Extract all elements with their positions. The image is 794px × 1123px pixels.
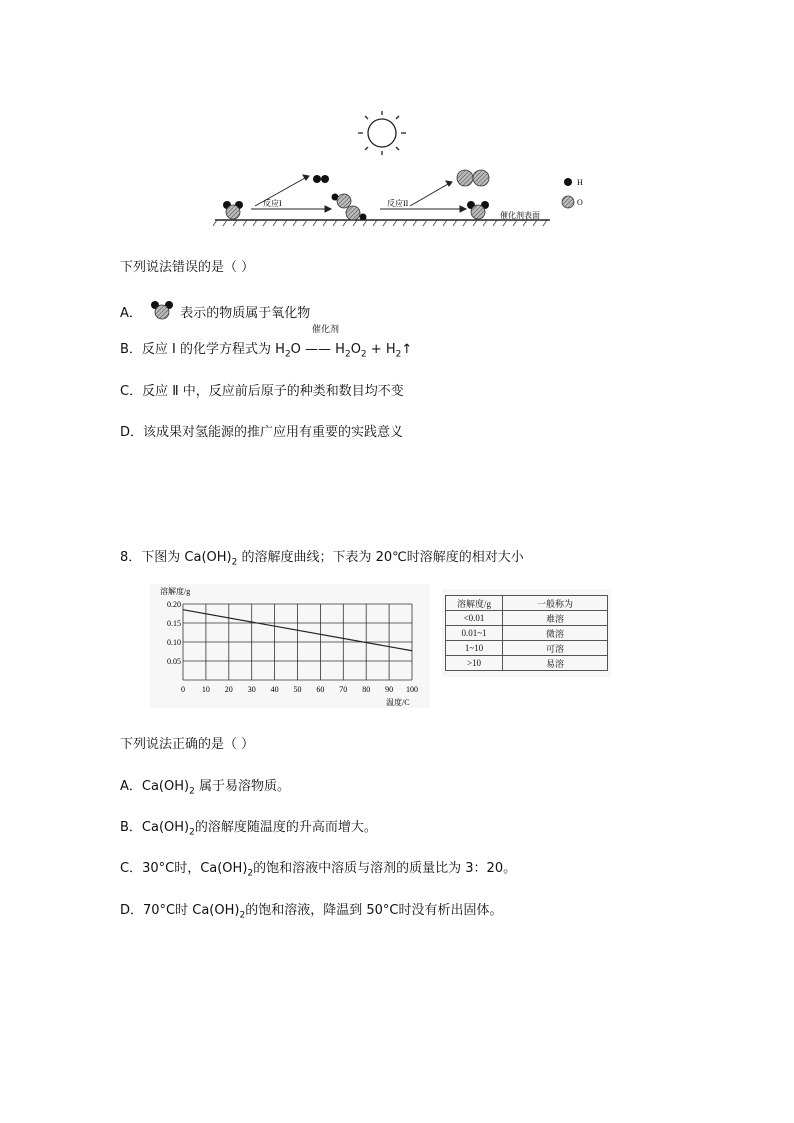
x-tick-label: 50 xyxy=(293,685,302,694)
x-tick-label: 90 xyxy=(385,685,394,694)
reaction1-label: 反应I xyxy=(263,199,282,208)
option-b-sub: 2 xyxy=(360,349,367,360)
table-header-row xyxy=(446,596,608,611)
q8-sub: 2 xyxy=(189,827,195,838)
solubility-chart xyxy=(150,584,430,708)
surface-label: 催化剂表面 xyxy=(500,211,540,220)
catalyst-surface xyxy=(213,220,550,226)
q8-a-post: 属于易溶物质。 xyxy=(194,779,290,794)
q8-option-d xyxy=(120,899,502,921)
q8-stem-pre: 8．下图为 Ca(OH) xyxy=(120,550,232,565)
solubility-table xyxy=(445,595,608,671)
chart-ylabel: 溶解度/g xyxy=(160,587,191,596)
y-tick-label: 0.15 xyxy=(167,619,181,628)
h2-molecule-icon xyxy=(313,175,329,183)
table-cell: 可溶 xyxy=(503,641,608,656)
y-tick-label: 0.05 xyxy=(167,657,181,666)
legend xyxy=(562,178,583,208)
x-tick-label: 20 xyxy=(224,685,233,694)
legend-h-label: H xyxy=(577,178,583,187)
x-tick-label: 40 xyxy=(270,685,279,694)
table-header: 一般称为 xyxy=(503,596,608,611)
q8-stem2: 下列说法正确的是（ ） xyxy=(120,737,255,752)
table-cell: 微溶 xyxy=(503,626,608,641)
q8-option-b xyxy=(120,816,377,838)
legend-o-label: O xyxy=(577,198,583,207)
q8-sub: 2 xyxy=(239,910,246,921)
table-cell: 难溶 xyxy=(503,611,608,626)
table-row xyxy=(446,656,608,671)
q8-stem-sub: 2 xyxy=(231,557,238,568)
x-tick-label: 60 xyxy=(316,685,325,694)
x-tick-label: 0 xyxy=(181,685,185,694)
option-a-text: 表示的物质属于氧化物 xyxy=(180,306,311,321)
table-row xyxy=(446,641,608,656)
catalyst-label: 催化剂 xyxy=(312,325,340,335)
chart-xlabel: 温度/C xyxy=(386,698,410,707)
x-tick-label: 70 xyxy=(339,685,348,694)
option-b-sub: 2 xyxy=(395,349,402,360)
table-cell: <0.01 xyxy=(446,611,503,626)
reaction-diagram xyxy=(205,108,605,233)
solubility-table-wrapper xyxy=(442,589,611,677)
q8-stem-post: 的溶解度曲线；下表为 20℃时溶解度的相对大小 xyxy=(237,550,524,565)
table-cell: >10 xyxy=(446,656,503,671)
table-row xyxy=(446,611,608,626)
table-cell: 0.01~1 xyxy=(446,626,503,641)
water-molecule-icon xyxy=(467,201,489,219)
option-b-end: ↑ xyxy=(401,342,413,357)
water-molecule-icon xyxy=(148,300,176,320)
y-tick-label: 0.20 xyxy=(167,600,181,609)
q8-b-post: 的溶解度随温度的升高而增大。 xyxy=(194,820,377,835)
option-b-plus: + H xyxy=(366,342,396,357)
table-header: 溶解度/g xyxy=(446,596,503,611)
y-tick-label: 0.10 xyxy=(167,638,181,647)
q7-option-c: C．反应 Ⅱ 中，反应前后原子的种类和数目均不变 xyxy=(120,384,404,399)
x-tick-label: 30 xyxy=(247,685,256,694)
q8-a-pre: A．Ca(OH) xyxy=(120,779,190,794)
q7-stem: 下列说法错误的是（ ） xyxy=(120,260,255,275)
option-b-prefix: B．反应 Ⅰ 的化学方程式为 H xyxy=(120,342,285,357)
table-row xyxy=(446,626,608,641)
q8-b-pre: B．Ca(OH) xyxy=(120,820,190,835)
option-b-o: O xyxy=(350,342,361,357)
q8-c-pre: C．30°C时，Ca(OH) xyxy=(120,861,248,876)
q8-option-c xyxy=(120,857,516,879)
q8-sub: 2 xyxy=(247,868,254,879)
q8-stem xyxy=(120,546,524,568)
q8-d-pre: D．70°C时 Ca(OH) xyxy=(120,903,240,918)
x-tick-label: 80 xyxy=(362,685,371,694)
x-tick-label: 10 xyxy=(201,685,210,694)
q7-option-b xyxy=(120,338,412,360)
q8-c-post: 的饱和溶液中溶质与溶剂的质量比为 3：20。 xyxy=(253,861,517,876)
q8-option-a xyxy=(120,775,290,797)
option-b-sub: 2 xyxy=(344,349,351,360)
h2o2-molecule-icon xyxy=(332,194,367,221)
table-cell: 易溶 xyxy=(503,656,608,671)
q7-option-a xyxy=(120,300,310,321)
sun-icon xyxy=(358,111,406,155)
q8-d-post: 的饱和溶液，降温到 50°C时没有析出固体。 xyxy=(245,903,503,918)
reaction2-label: 反应II xyxy=(387,199,409,208)
option-a-prefix: A． xyxy=(120,306,142,321)
q8-sub: 2 xyxy=(189,786,195,797)
option-b-sub: 2 xyxy=(284,349,291,360)
x-tick-label: 100 xyxy=(406,685,418,694)
water-molecule-icon xyxy=(223,201,243,219)
o2-molecule-icon xyxy=(457,170,489,186)
option-b-mid: O —— H xyxy=(290,342,345,357)
table-cell: 1~10 xyxy=(446,641,503,656)
q7-option-d: D．该成果对氢能源的推广应用有重要的实践意义 xyxy=(120,425,404,440)
